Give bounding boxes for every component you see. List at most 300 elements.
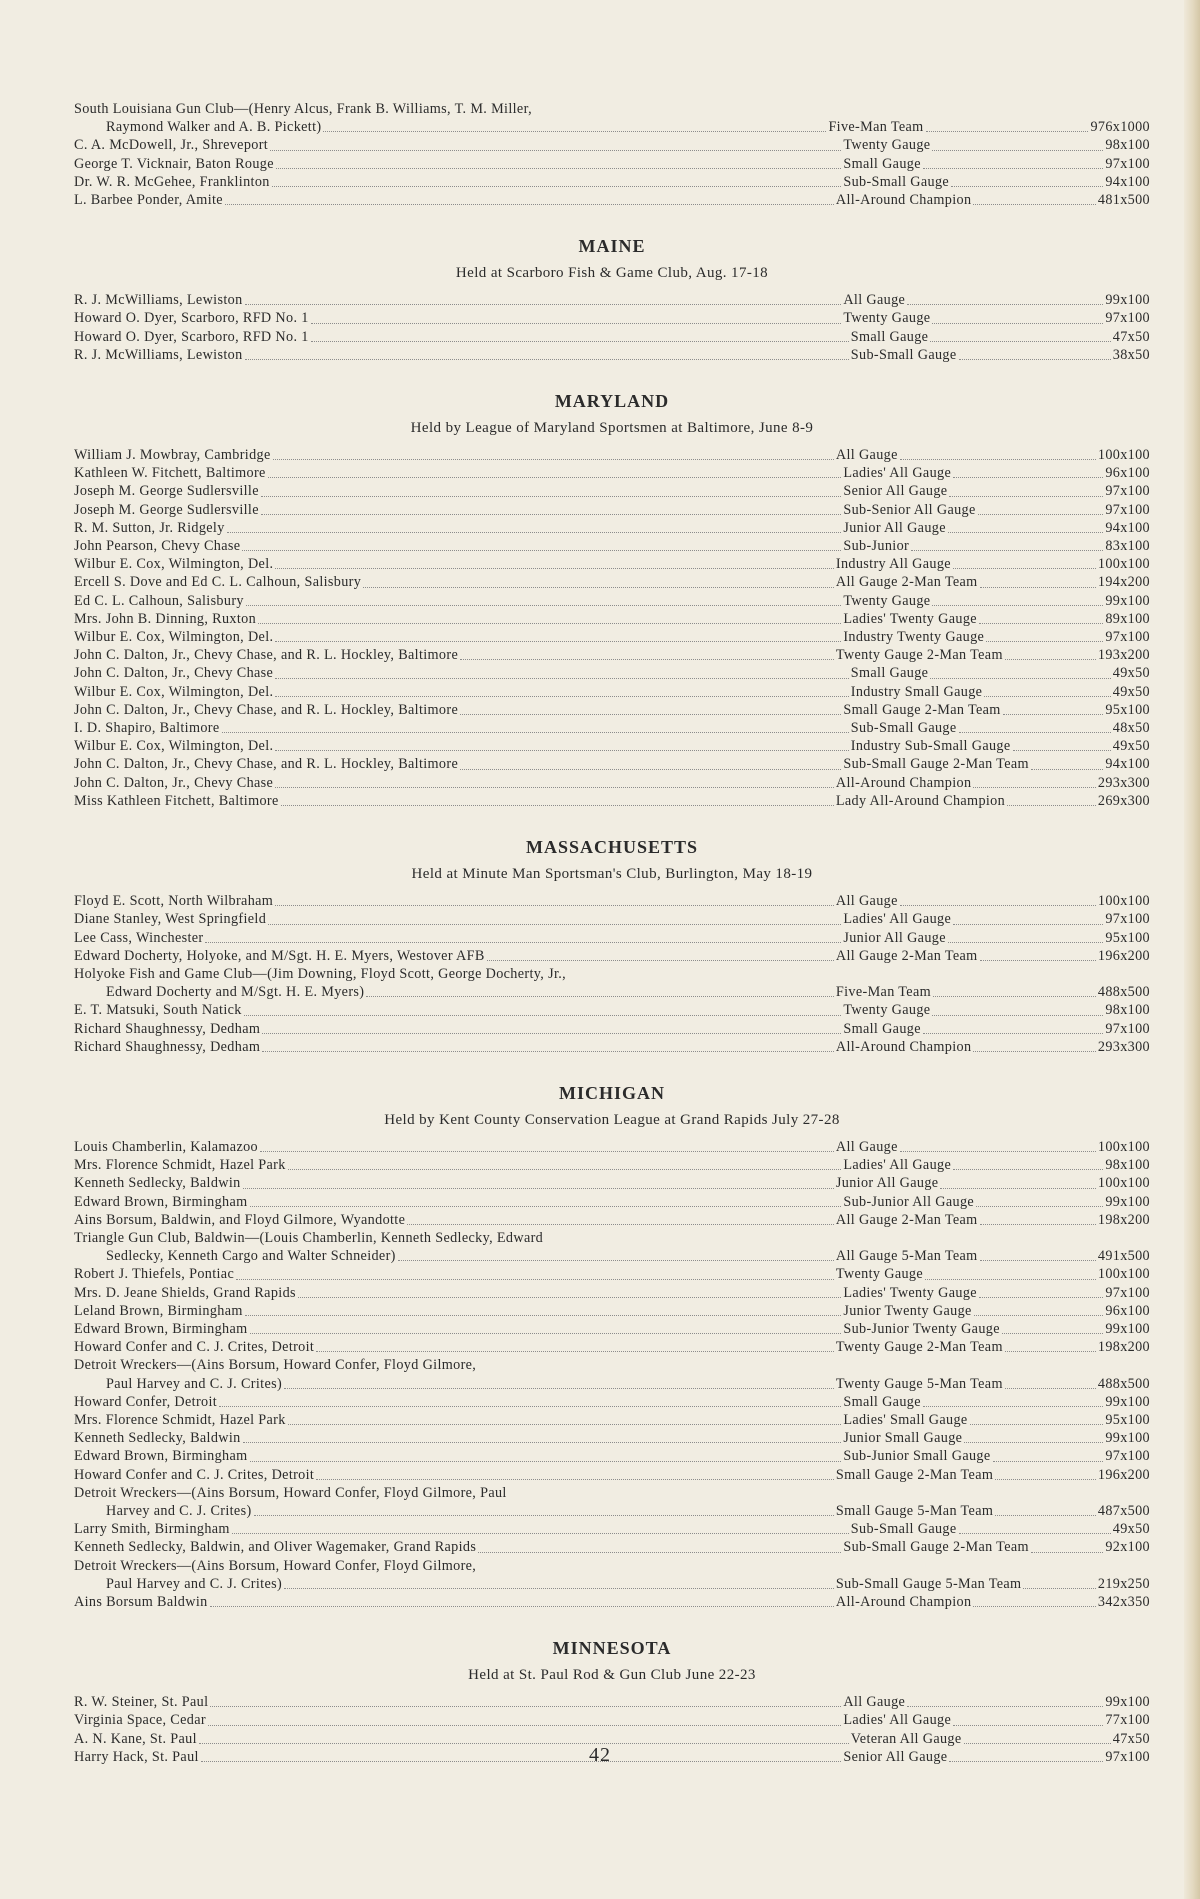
score: 49x50 — [1112, 683, 1150, 700]
result-row — [74, 291, 1150, 309]
entry-name: John C. Dalton, Jr., Chevy Chase, and R. L. Hockley, Baltimore — [74, 756, 459, 773]
dot-leader — [236, 1279, 834, 1280]
score: 98x100 — [1105, 1002, 1150, 1019]
dot-leader — [932, 323, 1103, 324]
dot-leader — [964, 1442, 1103, 1443]
event-name: Small Gauge — [850, 328, 929, 345]
event-name: Ladies' Twenty Gauge — [843, 1284, 977, 1301]
dot-leader — [995, 1479, 1096, 1480]
result-row — [74, 519, 1150, 537]
entry-name: John C. Dalton, Jr., Chevy Chase — [74, 774, 274, 791]
dot-leader — [925, 1279, 1096, 1280]
venue-line: Held at St. Paul Rod & Gun Club June 22-23 — [468, 1667, 756, 1684]
entry-name: Mrs. Florence Schmidt, Hazel Park — [74, 1411, 286, 1428]
dot-leader — [273, 459, 834, 460]
dot-leader — [275, 750, 848, 751]
state-heading: MASSACHUSETTS — [525, 837, 699, 858]
event-name: Junior All Gauge — [835, 1175, 939, 1192]
result-row — [74, 1711, 1150, 1729]
dot-leader — [262, 1051, 834, 1052]
dot-leader — [316, 1479, 834, 1480]
event-name: Junior All Gauge — [843, 929, 946, 946]
event-name: Industry All Gauge — [835, 556, 951, 573]
event-name: Sub-Small Gauge — [850, 720, 957, 737]
score: 488x500 — [1097, 984, 1150, 1001]
entry-name: John C. Dalton, Jr., Chevy Chase — [74, 665, 274, 682]
dot-leader — [222, 732, 849, 733]
entry-name: Floyd E. Scott, North Wilbraham — [74, 893, 274, 910]
entry-name: Diane Stanley, West Springfield — [74, 911, 267, 928]
result-row — [74, 1174, 1150, 1192]
entry-name: Kenneth Sedlecky, Baldwin — [74, 1430, 241, 1447]
dot-leader — [284, 1588, 834, 1589]
result-row — [74, 1466, 1150, 1484]
dot-leader — [311, 341, 849, 342]
dot-leader — [932, 150, 1103, 151]
dot-leader — [243, 1188, 834, 1189]
score: 92x100 — [1105, 1539, 1150, 1556]
result-row — [74, 1538, 1150, 1556]
entry-name-line — [74, 1484, 1150, 1502]
dot-leader — [907, 1706, 1103, 1707]
entry-name: John C. Dalton, Jr., Chevy Chase, and R. L. Hockley, Baltimore — [74, 647, 459, 664]
dot-leader — [398, 1260, 834, 1261]
dot-leader — [250, 1333, 842, 1334]
entry-name-line — [74, 1557, 1150, 1575]
score: 198x200 — [1097, 1339, 1150, 1356]
dot-leader — [953, 568, 1096, 569]
dot-leader — [980, 587, 1096, 588]
score: 97x100 — [1105, 1020, 1150, 1037]
result-row — [74, 1193, 1150, 1211]
dot-leader — [316, 1351, 834, 1352]
dot-leader — [973, 787, 1095, 788]
score: 99x100 — [1105, 292, 1150, 309]
event-name: Ladies' All Gauge — [843, 1712, 952, 1729]
dot-leader — [407, 1224, 834, 1225]
result-row — [74, 1247, 1150, 1265]
event-name: Sub-Junior — [843, 538, 910, 555]
entry-name: John Pearson, Chevy Chase — [74, 538, 241, 555]
result-row — [74, 737, 1150, 755]
event-name: Senior All Gauge — [843, 483, 948, 500]
entry-name: Wilbur E. Cox, Wilmington, Del. — [74, 683, 274, 700]
result-row — [74, 1447, 1150, 1465]
entry-name: Detroit Wreckers—(Ains Borsum, Howard Confer, Floyd Gilmore, Paul — [74, 1484, 507, 1501]
event-name: Sub-Senior All Gauge — [843, 501, 976, 518]
dot-leader — [1002, 1333, 1103, 1334]
entry-name: George T. Vicknair, Baton Rouge — [74, 155, 274, 172]
entry-name: Richard Shaughnessy, Dedham — [74, 1038, 261, 1055]
dot-leader — [900, 459, 1096, 460]
score: 49x50 — [1112, 738, 1150, 755]
dot-leader — [949, 496, 1103, 497]
result-row — [74, 1320, 1150, 1338]
state-heading: MICHIGAN — [559, 1082, 665, 1103]
score: 488x500 — [1097, 1375, 1150, 1392]
result-row — [74, 1138, 1150, 1156]
score: 97x100 — [1105, 483, 1150, 500]
entry-name: Wilbur E. Cox, Wilmington, Del. — [74, 629, 274, 646]
score: 100x100 — [1097, 1175, 1150, 1192]
score: 94x100 — [1105, 756, 1150, 773]
dot-leader — [1013, 750, 1111, 751]
score: 99x100 — [1105, 1320, 1150, 1337]
entry-name: John C. Dalton, Jr., Chevy Chase, and R. L. Hockley, Baltimore — [74, 701, 459, 718]
result-row — [74, 1375, 1150, 1393]
dot-leader — [959, 359, 1111, 360]
dot-leader — [1005, 1388, 1096, 1389]
dot-leader — [243, 1442, 842, 1443]
venue-line: Held at Scarboro Fish & Game Club, Aug. 17-18 — [455, 265, 769, 282]
event-name: Sub-Small Gauge — [850, 346, 957, 363]
dot-leader — [980, 1224, 1096, 1225]
entry-name: Joseph M. George Sudlersville — [74, 501, 259, 518]
dot-leader — [311, 323, 842, 324]
dot-leader — [366, 996, 834, 997]
entry-name: Mrs. John B. Dinning, Ruxton — [74, 610, 257, 627]
dot-leader — [245, 1315, 842, 1316]
score: 196x200 — [1097, 947, 1150, 964]
dot-leader — [1007, 805, 1096, 806]
state-section — [74, 836, 1150, 1056]
event-name: Ladies' All Gauge — [843, 465, 952, 482]
entry-name: Ed C. L. Calhoun, Salisbury — [74, 592, 244, 609]
dot-leader — [986, 641, 1103, 642]
dot-leader — [460, 659, 834, 660]
dot-leader — [984, 696, 1110, 697]
result-row — [74, 774, 1150, 792]
score: 100x100 — [1097, 447, 1150, 464]
event-name: All Gauge — [843, 292, 906, 309]
result-row — [74, 1429, 1150, 1447]
event-name: All Gauge — [835, 447, 898, 464]
event-name: All Gauge 5-Man Team — [835, 1248, 978, 1265]
dot-leader — [460, 769, 841, 770]
score: 98x100 — [1105, 1157, 1150, 1174]
entry-name: Wilbur E. Cox, Wilmington, Del. — [74, 556, 274, 573]
entry-name: Ains Borsum, Baldwin, and Floyd Gilmore, Wyandotte — [74, 1211, 406, 1228]
event-name: Sub-Junior All Gauge — [843, 1193, 975, 1210]
dot-leader — [979, 623, 1103, 624]
score: 219x250 — [1097, 1575, 1150, 1592]
dot-leader — [948, 942, 1103, 943]
dot-leader — [219, 1406, 841, 1407]
entry-name: Lee Cass, Winchester — [74, 929, 204, 946]
event-name: Small Gauge 5-Man Team — [835, 1502, 994, 1519]
dot-leader — [953, 477, 1103, 478]
dot-leader — [973, 1606, 1095, 1607]
page-edge — [1184, 0, 1200, 1899]
score: 491x500 — [1097, 1248, 1150, 1265]
event-name: Ladies' All Gauge — [843, 1157, 952, 1174]
result-row — [74, 136, 1150, 154]
score: 94x100 — [1105, 173, 1150, 190]
dot-leader — [245, 304, 842, 305]
event-name: Five-Man Team — [828, 119, 924, 136]
dot-leader — [205, 942, 841, 943]
result-row — [74, 1211, 1150, 1229]
score: 48x50 — [1112, 720, 1150, 737]
event-name: Twenty Gauge 2-Man Team — [835, 1339, 1003, 1356]
entry-name: Dr. W. R. McGehee, Franklinton — [74, 173, 270, 190]
dot-leader — [245, 359, 849, 360]
result-row — [74, 1393, 1150, 1411]
entry-name: William J. Mowbray, Cambridge — [74, 447, 271, 464]
dot-leader — [246, 605, 841, 606]
state-section — [74, 100, 1150, 209]
event-name: All-Around Champion — [835, 192, 972, 209]
score: 47x50 — [1112, 1730, 1150, 1747]
score: 97x100 — [1105, 629, 1150, 646]
result-row — [74, 1575, 1150, 1593]
dot-leader — [260, 1151, 834, 1152]
entry-name: Triangle Gun Club, Baldwin—(Louis Chamberlin, Kenneth Sedlecky, Edward — [74, 1229, 544, 1246]
score: 47x50 — [1112, 328, 1150, 345]
state-heading: MAINE — [578, 236, 646, 257]
event-name: All Gauge 2-Man Team — [835, 947, 978, 964]
result-row — [74, 555, 1150, 573]
dot-leader — [959, 732, 1111, 733]
result-row — [74, 1020, 1150, 1038]
result-row — [74, 628, 1150, 646]
result-row — [74, 929, 1150, 947]
entry-name: Howard Confer, Detroit — [74, 1393, 218, 1410]
score: 976x1000 — [1090, 119, 1150, 136]
event-name: Junior All Gauge — [843, 519, 946, 536]
dot-leader — [284, 1388, 834, 1389]
score: 97x100 — [1105, 501, 1150, 518]
event-name: All Gauge — [843, 1694, 906, 1711]
score: 97x100 — [1105, 1448, 1150, 1465]
result-row — [74, 910, 1150, 928]
dot-leader — [275, 787, 834, 788]
venue-line: Held at Minute Man Sportsman's Club, Burlington, May 18-19 — [411, 866, 813, 883]
entry-name: Howard O. Dyer, Scarboro, RFD No. 1 — [74, 328, 309, 345]
dot-leader — [976, 1206, 1103, 1207]
dot-leader — [923, 168, 1103, 169]
dot-leader — [288, 1169, 842, 1170]
result-row — [74, 1693, 1150, 1711]
result-row — [74, 155, 1150, 173]
score: 96x100 — [1105, 1302, 1150, 1319]
result-row — [74, 346, 1150, 364]
score: 89x100 — [1105, 610, 1150, 627]
score: 198x200 — [1097, 1211, 1150, 1228]
state-section — [74, 390, 1150, 810]
event-name: Industry Sub-Small Gauge — [850, 738, 1011, 755]
dot-leader — [951, 186, 1103, 187]
score: 194x200 — [1097, 574, 1150, 591]
entry-name: R. J. McWilliams, Lewiston — [74, 346, 243, 363]
score: 269x300 — [1097, 792, 1150, 809]
state-section — [74, 1082, 1150, 1611]
event-name: Small Gauge — [850, 665, 929, 682]
result-row — [74, 947, 1150, 965]
event-name: Sub-Small Gauge — [850, 1521, 957, 1538]
dot-leader — [487, 960, 834, 961]
score: 97x100 — [1105, 1284, 1150, 1301]
entry-name: Miss Kathleen Fitchett, Baltimore — [74, 792, 279, 809]
dot-leader — [478, 1552, 841, 1553]
results-list — [74, 100, 1150, 1766]
dot-leader — [261, 514, 841, 515]
result-row — [74, 1001, 1150, 1019]
event-name: All Gauge 2-Man Team — [835, 574, 978, 591]
event-name: Five-Man Team — [835, 984, 931, 1001]
result-row — [74, 1302, 1150, 1320]
dot-leader — [275, 568, 834, 569]
event-name: All-Around Champion — [835, 1038, 972, 1055]
dot-leader — [275, 641, 841, 642]
entry-name: L. Barbee Ponder, Amite — [74, 192, 223, 209]
dot-leader — [270, 150, 841, 151]
venue-line: Held by League of Maryland Sportsmen at Baltimore, June 8-9 — [410, 420, 814, 437]
dot-leader — [227, 532, 842, 533]
score: 193x200 — [1097, 647, 1150, 664]
event-name: Twenty Gauge — [843, 592, 931, 609]
entry-name: Kenneth Sedlecky, Baldwin, and Oliver Wagemaker, Grand Rapids — [74, 1539, 477, 1556]
dot-leader — [250, 1461, 842, 1462]
dot-leader — [262, 1033, 841, 1034]
dot-leader — [210, 1606, 834, 1607]
entry-name-line — [74, 100, 1150, 118]
event-name: Twenty Gauge — [843, 137, 931, 154]
entry-name: I. D. Shapiro, Baltimore — [74, 720, 220, 737]
dot-leader — [268, 924, 841, 925]
event-name: Industry Small Gauge — [850, 683, 983, 700]
event-name: All Gauge — [835, 893, 898, 910]
dot-leader — [953, 1725, 1103, 1726]
dot-leader — [242, 550, 841, 551]
dot-leader — [1003, 714, 1104, 715]
dot-leader — [225, 204, 834, 205]
event-name: Sub-Small Gauge 2-Man Team — [843, 1539, 1029, 1556]
score: 49x50 — [1112, 1521, 1150, 1538]
score: 99x100 — [1105, 592, 1150, 609]
event-name: Sub-Small Gauge 2-Man Team — [843, 756, 1029, 773]
result-row — [74, 573, 1150, 591]
entry-name: Mrs. Florence Schmidt, Hazel Park — [74, 1157, 286, 1174]
score: 96x100 — [1105, 465, 1150, 482]
result-row — [74, 610, 1150, 628]
score: 342x350 — [1097, 1594, 1150, 1610]
entry-name: Detroit Wreckers—(Ains Borsum, Howard Confer, Floyd Gilmore, — [74, 1557, 477, 1574]
score: 99x100 — [1105, 1430, 1150, 1447]
result-row — [74, 501, 1150, 519]
dot-leader — [953, 924, 1103, 925]
dot-leader — [363, 587, 834, 588]
event-name: Sub-Junior Twenty Gauge — [843, 1320, 1000, 1337]
result-row — [74, 719, 1150, 737]
dot-leader — [933, 996, 1096, 997]
dot-leader — [959, 1533, 1111, 1534]
entry-name: Joseph M. George Sudlersville — [74, 483, 259, 500]
entry-name: Mrs. D. Jeane Shields, Grand Rapids — [74, 1284, 296, 1301]
dot-leader — [980, 960, 1096, 961]
dot-leader — [1031, 1552, 1103, 1553]
dot-leader — [979, 1297, 1103, 1298]
result-row — [74, 191, 1150, 209]
entry-name: Virginia Space, Cedar — [74, 1712, 206, 1729]
result-row — [74, 664, 1150, 682]
entry-name: R. W. Steiner, St. Paul — [74, 1694, 209, 1711]
score: 100x100 — [1097, 556, 1150, 573]
entry-name: R. J. McWilliams, Lewiston — [74, 292, 243, 309]
entry-name: Richard Shaughnessy, Dedham — [74, 1020, 261, 1037]
entry-name: Harry Hack, St. Paul — [74, 1748, 199, 1765]
entry-name: Louis Chamberlin, Kalamazoo — [74, 1138, 258, 1155]
entry-name: Raymond Walker and A. B. Pickett) — [106, 119, 322, 136]
score: 293x300 — [1097, 774, 1150, 791]
entry-name: R. M. Sutton, Jr. Ridgely — [74, 519, 225, 536]
score: 83x100 — [1105, 538, 1150, 555]
result-row — [74, 173, 1150, 191]
dot-leader — [258, 623, 841, 624]
dot-leader — [948, 532, 1103, 533]
event-name: All Gauge — [835, 1138, 898, 1155]
event-name: Small Gauge — [843, 1393, 921, 1410]
entry-name-line — [74, 965, 1150, 983]
result-row — [74, 683, 1150, 701]
dot-leader — [1005, 659, 1096, 660]
result-row — [74, 446, 1150, 464]
result-row — [74, 1038, 1150, 1056]
score: 99x100 — [1105, 1393, 1150, 1410]
entry-name: Ains Borsum Baldwin — [74, 1594, 208, 1610]
dot-leader — [980, 1260, 1096, 1261]
dot-leader — [970, 1424, 1104, 1425]
entry-name: E. T. Matsuki, South Natick — [74, 1002, 242, 1019]
event-name: Lady All-Around Champion — [835, 792, 1006, 809]
result-row — [74, 1411, 1150, 1429]
result-row — [74, 328, 1150, 346]
dot-leader — [923, 1406, 1103, 1407]
dot-leader — [210, 1706, 841, 1707]
dot-leader — [275, 696, 848, 697]
state-heading: MARYLAND — [554, 391, 670, 412]
dot-leader — [932, 1015, 1103, 1016]
score: 95x100 — [1105, 1411, 1150, 1428]
entry-name: C. A. McDowell, Jr., Shreveport — [74, 137, 269, 154]
dot-leader — [932, 605, 1103, 606]
state-heading: MINNESOTA — [552, 1638, 672, 1659]
dot-leader — [232, 1533, 849, 1534]
score: 100x100 — [1097, 1266, 1150, 1283]
score: 481x500 — [1097, 192, 1150, 209]
entry-name: Ercell S. Dove and Ed C. L. Calhoun, Salisbury — [74, 574, 362, 591]
score: 99x100 — [1105, 1193, 1150, 1210]
entry-name: Edward Brown, Birmingham — [74, 1320, 248, 1337]
entry-name: Kenneth Sedlecky, Baldwin — [74, 1175, 241, 1192]
event-name: Twenty Gauge — [835, 1266, 924, 1283]
entry-name: Holyoke Fish and Game Club—(Jim Downing, Floyd Scott, George Docherty, Jr., — [74, 965, 567, 982]
dot-leader — [973, 204, 1095, 205]
event-name: Ladies' Twenty Gauge — [843, 610, 977, 627]
event-name: Sub-Junior Small Gauge — [843, 1448, 991, 1465]
event-name: Small Gauge — [843, 155, 921, 172]
entry-name: South Louisiana Gun Club—(Henry Alcus, Frank B. Williams, T. M. Miller, — [74, 101, 532, 117]
dot-leader — [281, 805, 834, 806]
dot-leader — [1023, 1588, 1095, 1589]
score: 99x100 — [1105, 1694, 1150, 1711]
dot-leader — [978, 514, 1104, 515]
entry-name: Edward Brown, Birmingham — [74, 1193, 248, 1210]
result-row — [74, 701, 1150, 719]
event-name: Twenty Gauge — [843, 1002, 931, 1019]
venue-line: Held by Kent County Conservation League at Grand Rapids July 27-28 — [384, 1111, 840, 1128]
entry-name: Wilbur E. Cox, Wilmington, Del. — [74, 738, 274, 755]
